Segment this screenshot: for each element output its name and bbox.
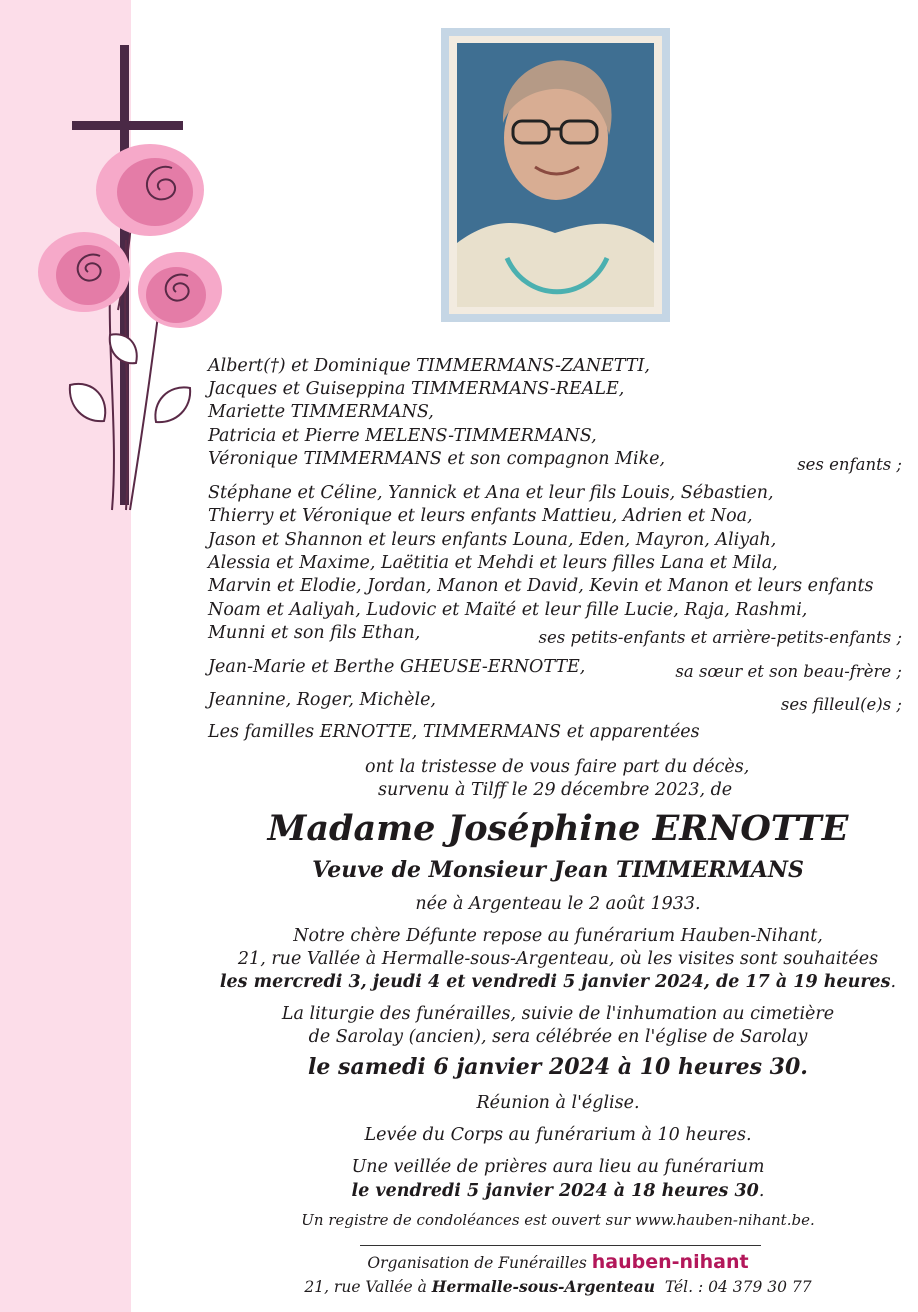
- godchildren-role: ses filleul(e)s ;: [780, 695, 902, 714]
- portrait-frame: [441, 28, 670, 322]
- families-line: Les familles ERNOTTE, TIMMERMANS et apparentées: [208, 722, 700, 742]
- widow-line: Veuve de Monsieur Jean TIMMERMANS: [312, 857, 804, 883]
- footer-org: Organisation de Funérailles hauben-nihant: [367, 1251, 749, 1273]
- grandchildren-line: Thierry et Véronique et leurs enfants Mattieu, Adrien et Noa,: [208, 506, 753, 526]
- announcement-line: survenu à Tilff le 29 décembre 2023, de: [378, 780, 733, 800]
- meeting-line: Réunion à l'église.: [476, 1093, 640, 1113]
- brand-logo: hauben-nihant: [591, 1251, 749, 1273]
- visits-line: Notre chère Défunte repose au funérarium Hauben-Nihant,: [293, 926, 823, 946]
- announcement-line: ont la tristesse de vous faire part du décès,: [365, 757, 750, 777]
- children-role: ses enfants ;: [797, 455, 902, 474]
- children-line: Véronique TIMMERMANS et son compagnon Mike,: [208, 449, 666, 469]
- grandchildren-line: Marvin et Elodie, Jordan, Manon et David, Kevin et Manon et leurs enfants: [208, 576, 874, 596]
- visits-line: 21, rue Vallée à Hermalle-sous-Argenteau, où les visites sont souhaitées: [237, 949, 879, 969]
- children-line: Jacques et Guiseppina TIMMERMANS-REALE,: [208, 379, 625, 399]
- godchildren-line: Jeannine, Roger, Michèle,: [208, 690, 436, 710]
- children-line: Mariette TIMMERMANS,: [208, 402, 434, 422]
- funeral-date: le samedi 6 janvier 2024 à 10 heures 30.: [308, 1054, 808, 1080]
- children-line: Albert(†) et Dominique TIMMERMANS-ZANETTI,: [208, 356, 650, 376]
- levee-line: Levée du Corps au funérarium à 10 heures.: [364, 1125, 752, 1145]
- deceased-name: Madame Joséphine ERNOTTE: [267, 808, 849, 849]
- footer-address: 21, rue Vallée à Hermalle-sous-Argenteau Tél. : 04 379 30 77: [304, 1277, 812, 1296]
- birth-line: née à Argenteau le 2 août 1933.: [415, 894, 701, 914]
- grandchildren-line: Alessia et Maxime, Laëtitia et Mehdi et leurs filles Lana et Mila,: [208, 553, 778, 573]
- sibling-line: Jean-Marie et Berthe GHEUSE-ERNOTTE,: [208, 657, 586, 677]
- register-line: Un registre de condoléances est ouvert sur www.hauben-nihant.be.: [301, 1211, 815, 1229]
- funeral-line: de Sarolay (ancien), sera célébrée en l'église de Sarolay: [308, 1027, 808, 1047]
- visits-times: les mercredi 3, jeudi 4 et vendredi 5 janvier 2024, de 17 à 19 heures.: [219, 972, 897, 992]
- sibling-role: sa sœur et son beau-frère ;: [675, 662, 902, 681]
- grandchildren-line: Munni et son fils Ethan,: [208, 623, 421, 643]
- grandchildren-role: ses petits-enfants et arrière-petits-enfants ;: [538, 628, 902, 647]
- grandchildren-line: Jason et Shannon et leurs enfants Louna, Eden, Mayron, Aliyah,: [208, 530, 777, 550]
- grandchildren-line: Noam et Aaliyah, Ludovic et Maïté et leur fille Lucie, Raja, Rashmi,: [208, 600, 808, 620]
- cross-and-roses-icon: [30, 40, 230, 530]
- children-line: Patricia et Pierre MELENS-TIMMERMANS,: [208, 426, 597, 446]
- footer-divider: [360, 1245, 761, 1246]
- vigil-line: Une veillée de prières aura lieu au funérarium: [351, 1157, 765, 1177]
- grandchildren-line: Stéphane et Céline, Yannick et Ana et leur fils Louis, Sébastien,: [208, 483, 774, 503]
- vigil-date: le vendredi 5 janvier 2024 à 18 heures 30.: [351, 1181, 765, 1201]
- portrait-photo: [457, 43, 654, 307]
- funeral-line: La liturgie des funérailles, suivie de l'inhumation au cimetière: [281, 1004, 835, 1024]
